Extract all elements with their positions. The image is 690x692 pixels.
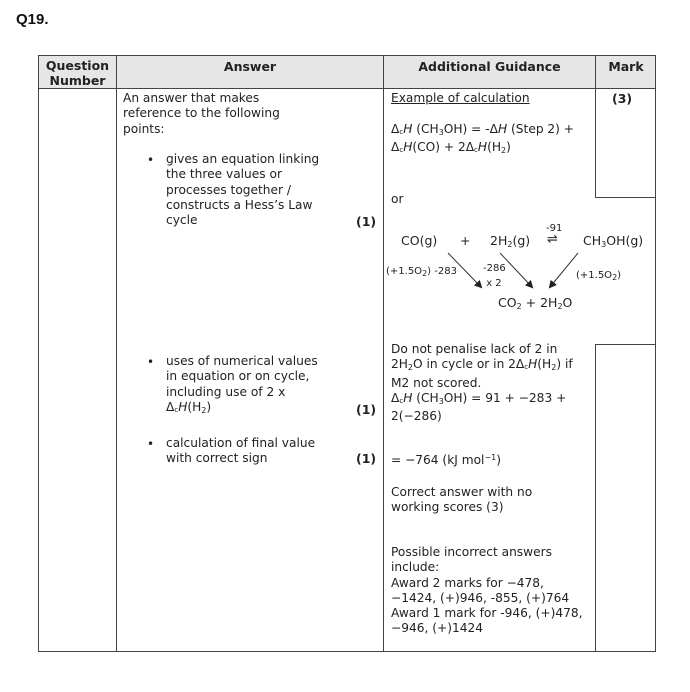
cycle-mid-label: -286 x 2 (483, 263, 506, 290)
cycle-right-label: $(+1.5O_2)$ (576, 270, 622, 282)
header-answer: Answer (223, 59, 277, 74)
cycle-forward-value: -91 (546, 223, 563, 234)
cycle-left-label: $(+1.5O_2)$ -283 (386, 266, 457, 278)
arrow-h2-combustion (500, 253, 532, 287)
point-1-mark: (1) (356, 214, 377, 229)
mark-scheme-table (38, 55, 656, 652)
no-penalty-note: Do not penalise lack of 2 in $2H_2O$ in cycle or in $2\Delta cH(H_2)$ if M2 not scored. ΔcH $(CH_3OH) = 91 + -283$ + 2(−286) (391, 342, 573, 424)
arrow-ch3oh-combustion (550, 253, 578, 287)
header-guidance: Additional Guidance (418, 59, 561, 74)
total-mark: (3) (612, 91, 633, 106)
incorrect-answers: Possible incorrect answers include: Award 2 marks for −478, −1424, (+)946, -855, (+)764 Award 1 mark for -946, (+)478, −946, (+)1424 (391, 545, 583, 636)
point-3-mark: (1) (356, 451, 377, 466)
question-label: Q19. (16, 11, 49, 28)
equation: ΔcH $(CH_3OH) = -\Delta H$ (Step 2) + $\Delta cH(CO) + 2\Delta cH(H_2)$ (391, 122, 575, 156)
final-result: = −764 (kJ mol$^{-1}$) (391, 453, 501, 467)
or-label: or (391, 192, 404, 206)
arrow-co-combustion (448, 253, 481, 287)
answer-point-3: calculation of final value with correct sign (166, 436, 316, 466)
cycle-plus: + (460, 233, 471, 248)
bullet-icon: • (147, 437, 155, 451)
example-heading: Example of calculation (391, 91, 530, 105)
cycle-combustion-products: $CO_2 + 2H_2O$ (498, 295, 573, 311)
header-question-number: Question Number (45, 58, 110, 88)
cycle-product-ch3oh: $CH_3OH(g)$ (583, 233, 644, 249)
answer-intro: An answer that makes reference to the following points: (123, 91, 280, 136)
header-mark: Mark (608, 59, 644, 74)
equilibrium-icon: ⇌ (547, 232, 558, 247)
no-working-note: Correct answer with no working scores (3) (391, 485, 533, 515)
answer-point-1: gives an equation linking the three values or processes together / constructs a Hess’s Law cycle (166, 152, 320, 228)
bullet-icon: • (147, 355, 155, 369)
answer-point-2: uses of numerical values in equation or on cycle, including use of 2 x $\Delta cH(H_2)$ (166, 354, 318, 415)
point-2-mark: (1) (356, 402, 377, 417)
cycle-reactant-h2: $2H_2(g)$ (490, 233, 531, 249)
bullet-icon: • (147, 153, 155, 167)
cycle-reactant-co: CO(g) (401, 233, 438, 248)
